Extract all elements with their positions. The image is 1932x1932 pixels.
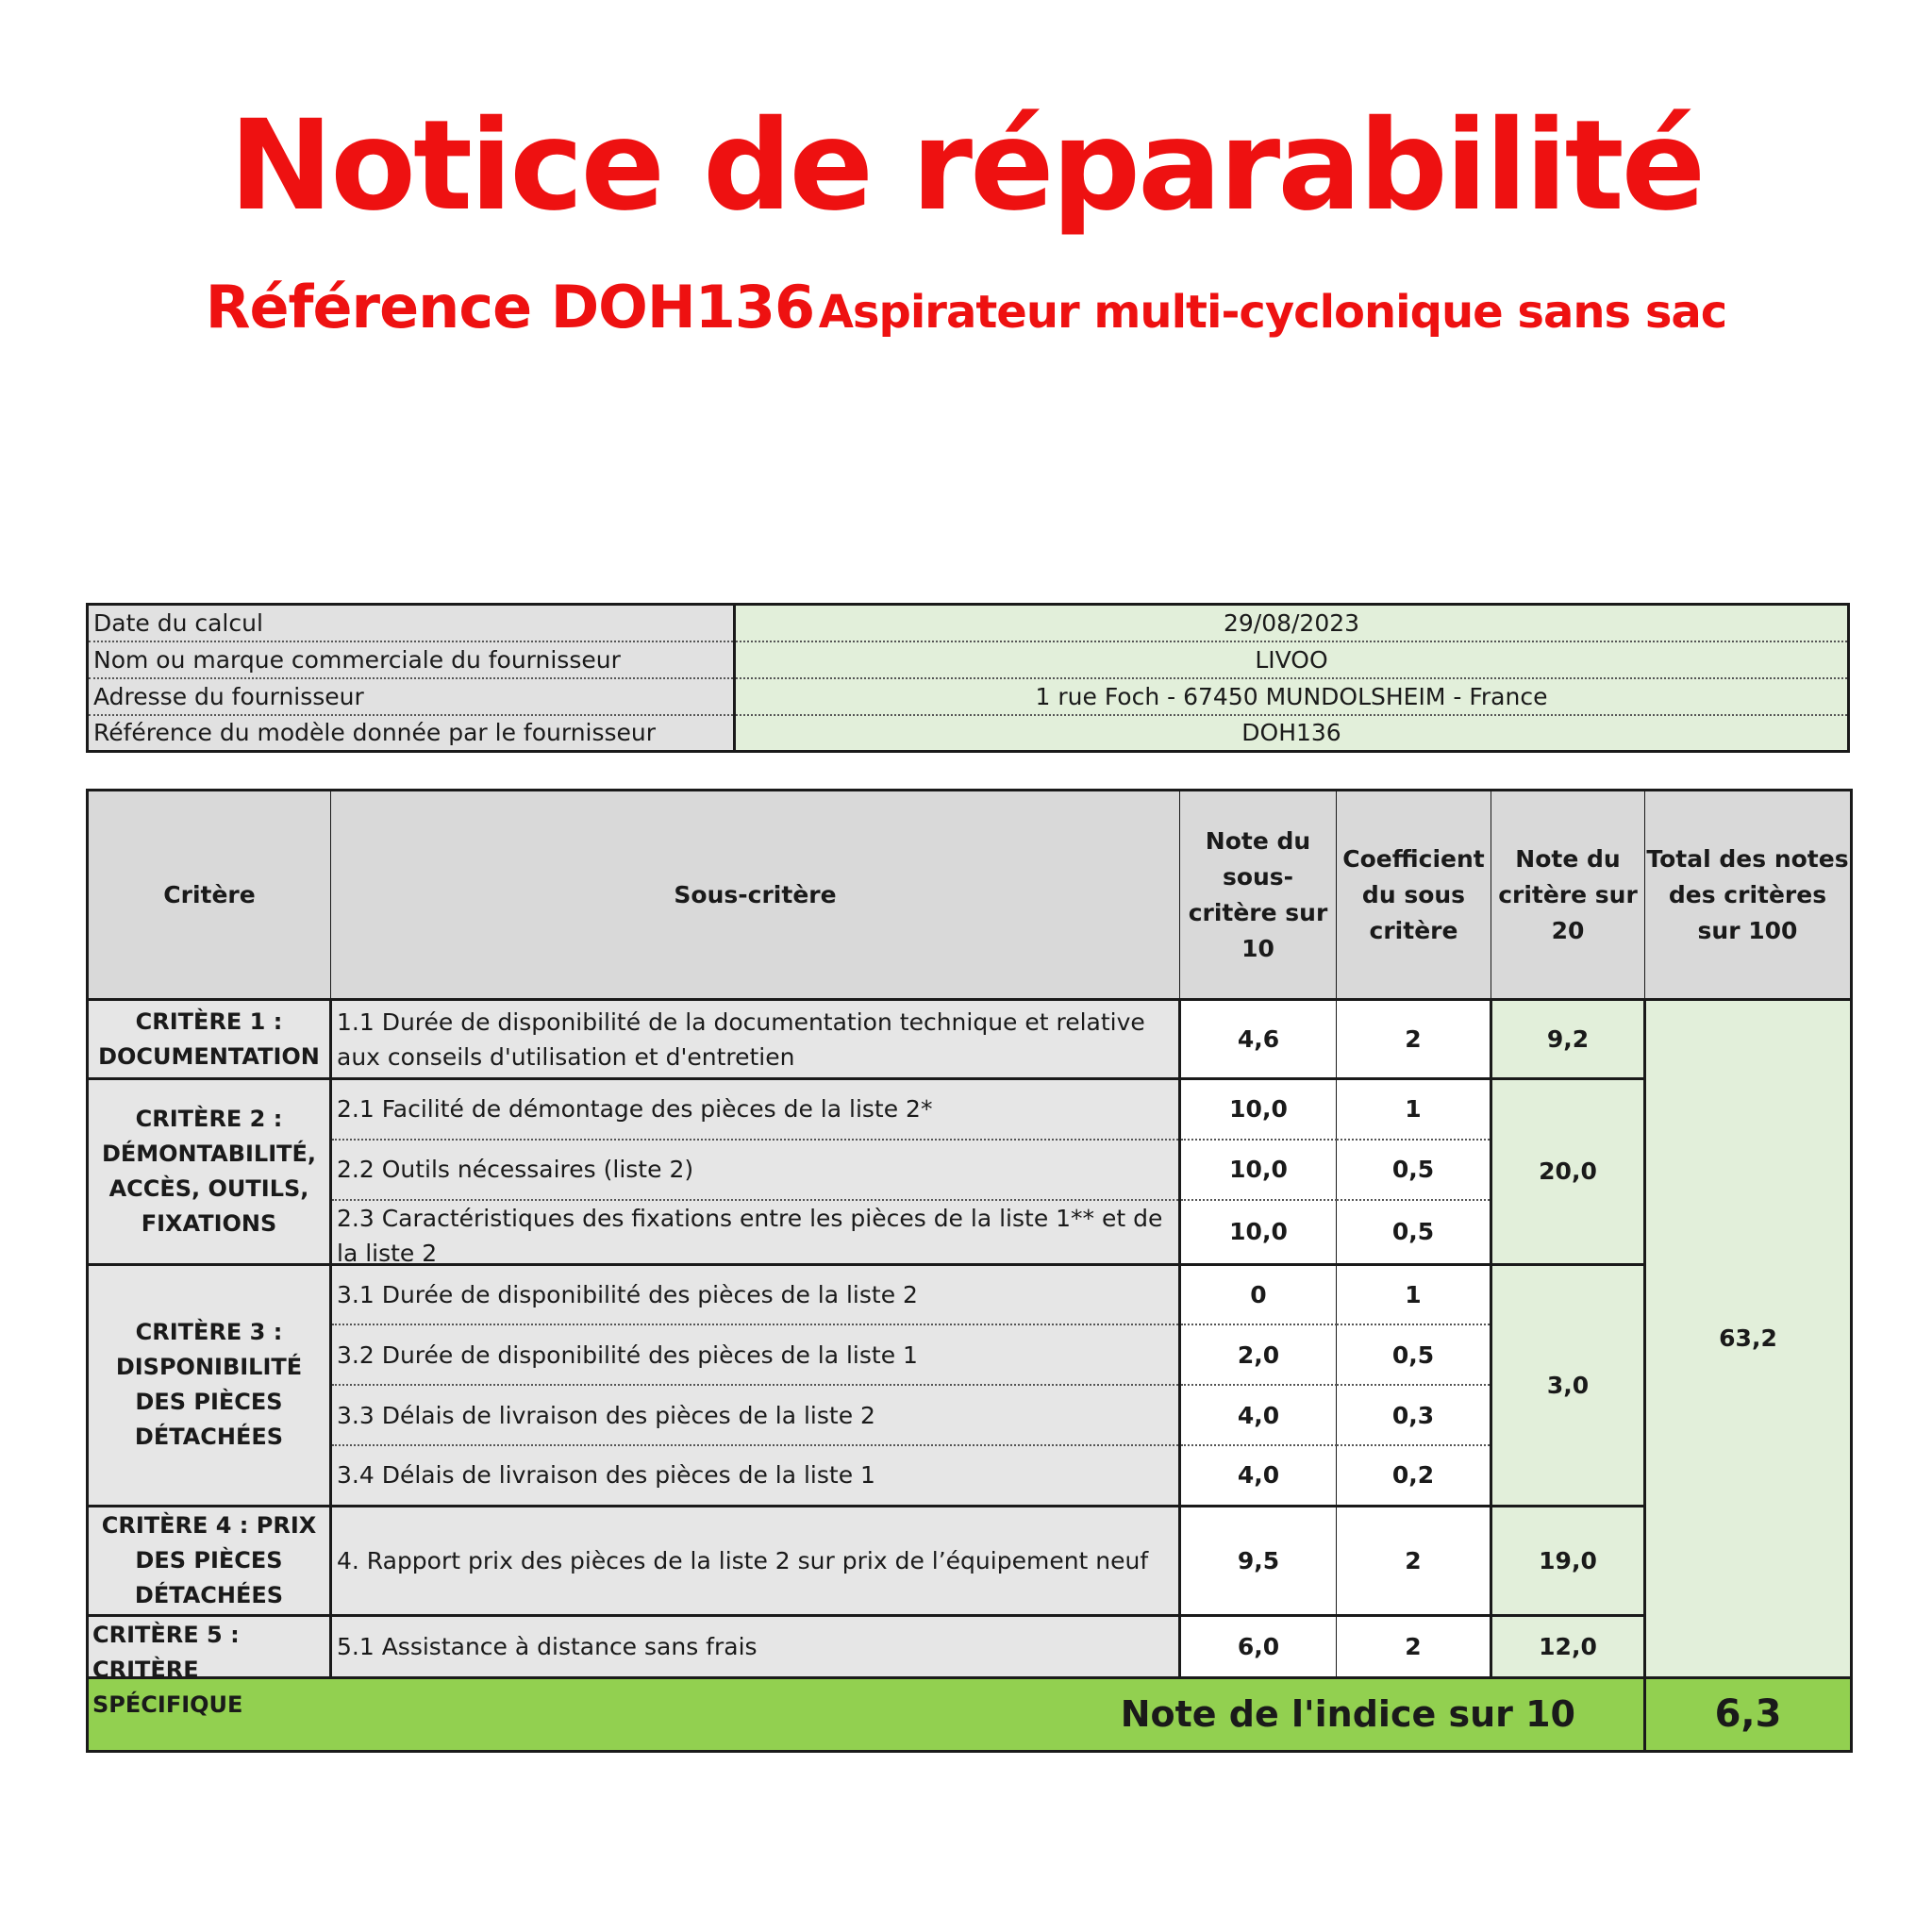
subcriterion-note: 10,0 <box>1180 1079 1337 1140</box>
subcriterion-coefficient: 0,3 <box>1337 1385 1491 1445</box>
header-coefficient: Coefficient du sous critère <box>1337 791 1491 1000</box>
criterion-name: CRITÈRE 2 : DÉMONTABILITÉ, ACCÈS, OUTILS, FIXATIONS <box>88 1079 331 1265</box>
info-row <box>88 641 1849 678</box>
header-subscore: Note du sous-critère sur 10 <box>1180 791 1337 1000</box>
subcriterion-coefficient: 1 <box>1337 1079 1491 1140</box>
criterion-name: CRITÈRE 4 : PRIX DES PIÈCES DÉTACHÉES <box>88 1506 331 1615</box>
table-row <box>88 1506 1852 1615</box>
info-row <box>88 715 1849 752</box>
table-row <box>88 1264 1852 1324</box>
criterion-score: 9,2 <box>1491 1000 1645 1079</box>
table-row <box>88 1000 1852 1079</box>
header-subcriterion: Sous-critère <box>331 791 1180 1000</box>
subcriterion-note: 10,0 <box>1180 1140 1337 1200</box>
subcriterion-coefficient: 0,5 <box>1337 1140 1491 1200</box>
product-reference: Référence DOH136 <box>205 273 815 341</box>
total-score: 63,2 <box>1645 1000 1852 1678</box>
criterion-name <box>88 1615 331 1718</box>
criterion-score: 19,0 <box>1491 1506 1645 1615</box>
supplier-info-table <box>86 603 1850 753</box>
subcriterion-label <box>331 1200 1180 1265</box>
criterion-score: 12,0 <box>1491 1615 1645 1677</box>
subcriterion-note: 4,6 <box>1180 1000 1337 1079</box>
subcriterion-coefficient: 2 <box>1337 1615 1491 1677</box>
subcriterion-coefficient: 0,2 <box>1337 1445 1491 1506</box>
subcriterion-coefficient: 2 <box>1337 1506 1491 1615</box>
subcriterion-label: 3.4 Délais de livraison des pièces de la liste 1 <box>331 1445 1180 1506</box>
final-score-label: Note de l'indice sur 10 <box>88 1677 1645 1751</box>
product-description: Aspirateur multi-cyclonique sans sac <box>818 286 1727 339</box>
final-score-value: 6,3 <box>1645 1677 1852 1751</box>
page-subtitle <box>0 270 1932 360</box>
subcriterion-label: 2.2 Outils nécessaires (liste 2) <box>331 1140 1180 1200</box>
subcriterion-coefficient: 0,5 <box>1337 1324 1491 1385</box>
header-criterion-score: Note du critère sur 20 <box>1491 791 1645 1000</box>
subcriterion-note: 2,0 <box>1180 1324 1337 1385</box>
final-score-row <box>88 1677 1852 1751</box>
info-value: LIVOO <box>735 641 1849 678</box>
subcriterion-note: 6,0 <box>1180 1615 1337 1677</box>
subcriterion-note: 9,5 <box>1180 1506 1337 1615</box>
header-criterion: Critère <box>88 791 331 1000</box>
criterion-name: CRITÈRE 1 : DOCUMENTATION <box>88 1000 331 1079</box>
subcriterion-label: 4. Rapport prix des pièces de la liste 2 sur prix de l’équipement neuf <box>331 1506 1180 1615</box>
info-row <box>88 678 1849 715</box>
criterion-name: CRITÈRE 3 : DISPONIBILITÉ DES PIÈCES DÉTACHÉES <box>88 1264 331 1506</box>
info-label: Référence du modèle donnée par le fournisseur <box>88 715 735 752</box>
subcriterion-label-text: 2.3 Caractéristiques des fixations entre les pièces de la liste 1** et de la liste 2 <box>337 1204 1163 1267</box>
subcriterion-label: 3.2 Durée de disponibilité des pièces de la liste 1 <box>331 1324 1180 1385</box>
subcriterion-note: 10,0 <box>1180 1200 1337 1265</box>
subcriterion-label: 5.1 Assistance à distance sans frais <box>331 1615 1180 1677</box>
info-label: Nom ou marque commerciale du fournisseur <box>88 641 735 678</box>
table-header-row <box>88 791 1852 1000</box>
subcriterion-coefficient: 2 <box>1337 1000 1491 1079</box>
table-row <box>88 1079 1852 1140</box>
page-title: Notice de réparabilité <box>228 93 1704 239</box>
subcriterion-label: 3.1 Durée de disponibilité des pièces de la liste 2 <box>331 1264 1180 1324</box>
repairability-score-table <box>86 789 1853 1753</box>
info-value: DOH136 <box>735 715 1849 752</box>
subcriterion-label: 3.3 Délais de livraison des pièces de la liste 2 <box>331 1385 1180 1445</box>
subcriterion-note: 4,0 <box>1180 1445 1337 1506</box>
subcriterion-coefficient: 0,5 <box>1337 1200 1491 1265</box>
criterion-score: 3,0 <box>1491 1264 1645 1506</box>
subcriterion-coefficient: 1 <box>1337 1264 1491 1324</box>
subcriterion-label: 1.1 Durée de disponibilité de la documentation technique et relative aux conseils d'utilisation et d'entretien <box>331 1000 1180 1079</box>
info-row <box>88 605 1849 641</box>
criterion-score: 20,0 <box>1491 1079 1645 1265</box>
info-value: 1 rue Foch - 67450 MUNDOLSHEIM - France <box>735 678 1849 715</box>
header-total: Total des notes des critères sur 100 <box>1645 791 1852 1000</box>
info-label: Date du calcul <box>88 605 735 641</box>
criterion-name-text: CRITÈRE 5 : CRITÈRE SPÉCIFIQUE <box>92 1621 243 1718</box>
subcriterion-note: 4,0 <box>1180 1385 1337 1445</box>
subcriterion-note: 0 <box>1180 1264 1337 1324</box>
info-label: Adresse du fournisseur <box>88 678 735 715</box>
table-row <box>88 1615 1852 1677</box>
subcriterion-label: 2.1 Facilité de démontage des pièces de la liste 2* <box>331 1079 1180 1140</box>
info-value: 29/08/2023 <box>735 605 1849 641</box>
